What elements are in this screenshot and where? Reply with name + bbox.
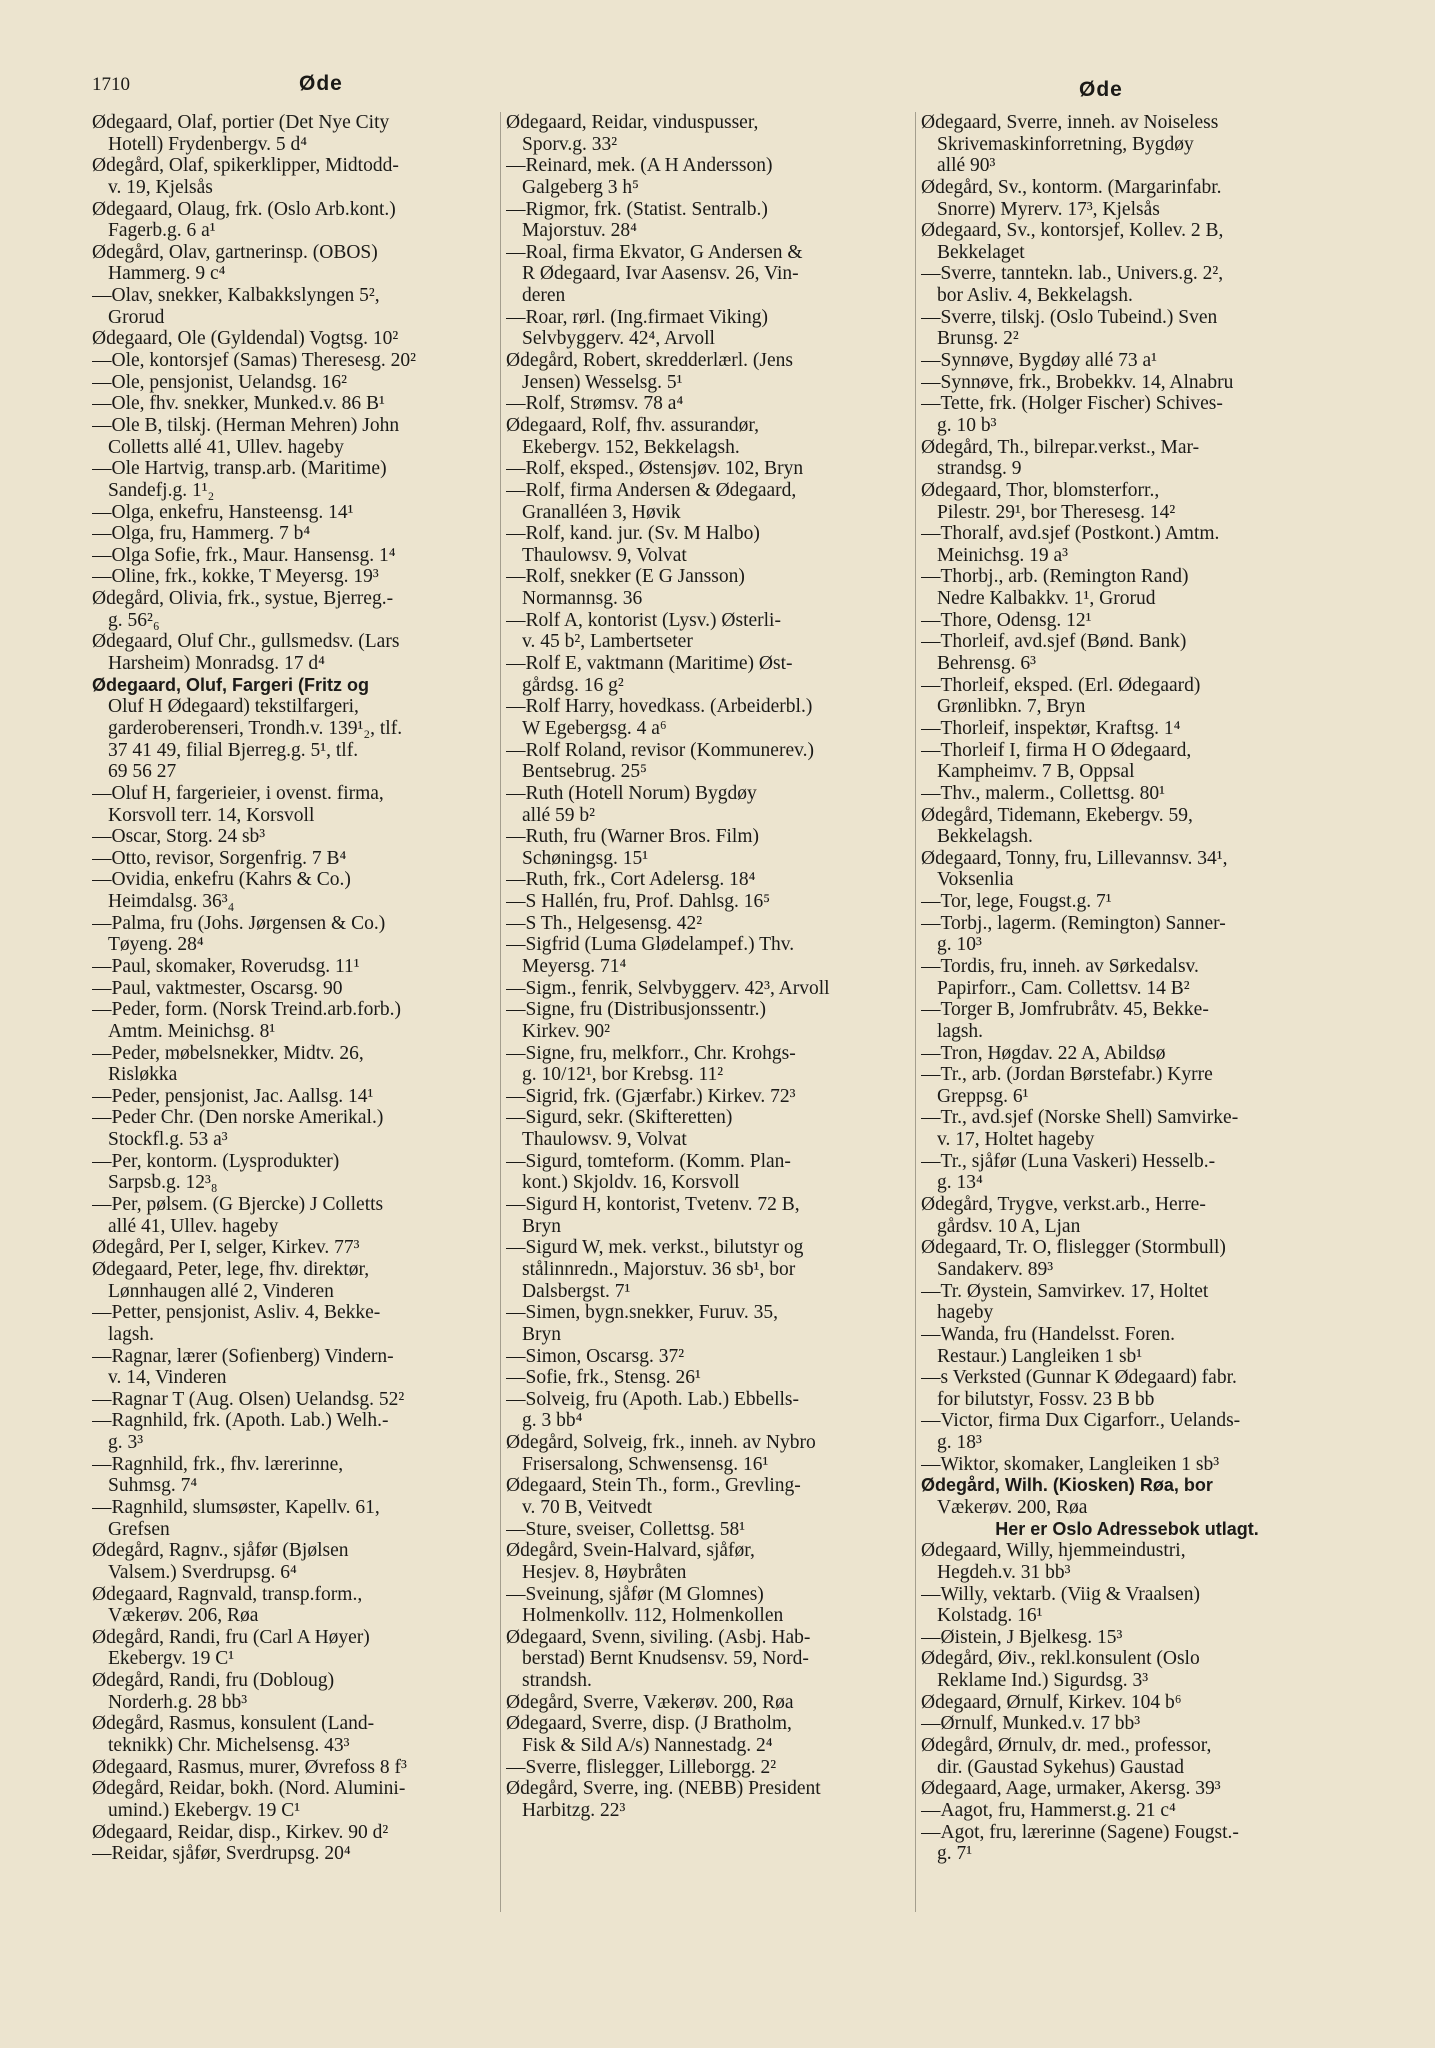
directory-entry-line: Ødegård, Svein-Halvard, sjåfør, bbox=[506, 1540, 755, 1562]
directory-entry-line: Ødegaard, Peter, lege, fhv. direktør, bbox=[92, 1258, 370, 1280]
entry-continuation-line: Grønlibkn. 7, Bryn bbox=[937, 696, 1086, 718]
entry-continuation-line: Fisk & Sild A/s) Nannestadg. 2⁴ bbox=[522, 1735, 773, 1757]
entry-continuation-line: strandsg. 9 bbox=[937, 458, 1022, 480]
directory-entry-line: —Simon, Oscarsg. 37² bbox=[506, 1345, 685, 1367]
entry-continuation-line: R Ødegaard, Ivar Aasensv. 26, Vin- bbox=[522, 263, 799, 285]
directory-entry-line: Ødegård, Reidar, bokh. (Nord. Alumini- bbox=[92, 1778, 406, 1800]
directory-entry-line: Ødegaard, Svenn, siviling. (Asbj. Hab- bbox=[506, 1626, 811, 1648]
directory-entry-line: —Reidar, sjåfør, Sverdrupsg. 20⁴ bbox=[92, 1843, 351, 1865]
directory-entry-line: —Ruth, fru (Warner Bros. Film) bbox=[506, 826, 759, 848]
directory-entry-line: —Peder Chr. (Den norske Amerikal.) bbox=[92, 1107, 384, 1129]
entry-continuation-line: Kampheimv. 7 B, Oppsal bbox=[937, 761, 1135, 783]
directory-entry-line: —Tr., sjåfør (Luna Vaskeri) Hesselb.- bbox=[921, 1150, 1216, 1172]
entry-continuation-line: g. 13⁴ bbox=[937, 1172, 983, 1194]
directory-entry-line: —Sigfrid (Luma Glødelampef.) Thv. bbox=[506, 934, 795, 956]
entry-continuation-line: Meinichsg. 19 a³ bbox=[937, 544, 1068, 566]
directory-entry-line: —Paul, vaktmester, Oscarsg. 90 bbox=[92, 977, 343, 999]
directory-entry-line: —Tr., arb. (Jordan Børstefabr.) Kyrre bbox=[921, 1064, 1213, 1086]
entry-continuation-line: Greppsg. 6¹ bbox=[937, 1085, 1029, 1107]
entry-continuation-line: Hegdeh.v. 31 bb³ bbox=[937, 1561, 1071, 1583]
entry-continuation-line: Granalléen 3, Høvik bbox=[522, 501, 681, 523]
directory-entry-line: —Sigurd H, kontorist, Tvetenv. 72 B, bbox=[506, 1194, 800, 1216]
directory-entry-line: Ødegård, Per I, selger, Kirkev. 77³ bbox=[92, 1237, 360, 1259]
entry-continuation-line: Restaur.) Langleiken 1 sb¹ bbox=[937, 1345, 1143, 1367]
directory-entry-line: —Thore, Odensg. 12¹ bbox=[921, 609, 1092, 631]
directory-entry-line: Ødegaard, Ole (Gyldendal) Vogtsg. 10² bbox=[92, 328, 399, 350]
directory-entry-line: —Øistein, J Bjelkesg. 15³ bbox=[921, 1626, 1123, 1648]
directory-entry-line: —Per, kontorm. (Lysprodukter) bbox=[92, 1150, 340, 1172]
entry-continuation-line: Sandakerv. 89³ bbox=[937, 1258, 1054, 1280]
directory-entry-line: —Torger B, Jomfrubråtv. 45, Bekke- bbox=[921, 999, 1209, 1021]
directory-entry-line: —Ragnhild, frk. (Apoth. Lab.) Welh.- bbox=[92, 1410, 389, 1432]
directory-entry-line: —Wanda, fru (Handelsst. Foren. bbox=[921, 1323, 1176, 1345]
directory-entry-line: —Simen, bygn.snekker, Furuv. 35, bbox=[506, 1302, 779, 1324]
entry-continuation-line: umind.) Ekebergv. 19 C¹ bbox=[108, 1799, 301, 1821]
directory-entry-line: —Thorleif, inspektør, Kraftsg. 1⁴ bbox=[921, 717, 1181, 739]
directory-entry-line: —Sverre, tanntekn. lab., Univers.g. 2², bbox=[921, 263, 1224, 285]
directory-entry-line: Ødegård, Olaf, spikerklipper, Midtodd- bbox=[92, 155, 399, 177]
entry-continuation-line: teknikk) Chr. Michelsensg. 43³ bbox=[108, 1735, 350, 1757]
directory-entry-line: —Roar, rørl. (Ing.firmaet Viking) bbox=[506, 306, 768, 328]
directory-entry-line: —Tette, frk. (Holger Fischer) Schives- bbox=[921, 393, 1223, 415]
entry-continuation-line: Harsheim) Monradsg. 17 d⁴ bbox=[108, 653, 325, 675]
directory-entry-line: —Oline, frk., kokke, T Meyersg. 19³ bbox=[92, 566, 379, 588]
directory-entry-line: Ødegård, Olav, gartnerinsp. (OBOS) bbox=[92, 241, 378, 263]
directory-entry-line: —Peder, pensjonist, Jac. Aallsg. 14¹ bbox=[92, 1085, 374, 1107]
directory-entry-line: Ødegård, Olivia, frk., systue, Bjerreg.- bbox=[92, 588, 394, 610]
entry-continuation-line: stålinnredn., Majorstuv. 36 sb¹, bor bbox=[522, 1258, 796, 1280]
entry-continuation-line: Snorre) Myrerv. 17³, Kjelsås bbox=[937, 198, 1160, 220]
directory-entry-line: —Tordis, fru, inneh. av Sørkedalsv. bbox=[921, 955, 1199, 977]
entry-continuation-line: v. 70 B, Veitvedt bbox=[522, 1497, 652, 1518]
directory-entry-line: —Synnøve, frk., Brobekkv. 14, Alnabru bbox=[921, 371, 1234, 393]
entry-continuation-line: bor Asliv. 4, Bekkelagsh. bbox=[937, 285, 1133, 307]
directory-entry-line: —Thorleif, avd.sjef (Bønd. Bank) bbox=[921, 631, 1187, 653]
directory-entry-line: —Signe, fru, melkforr., Chr. Krohgs- bbox=[506, 1042, 796, 1064]
directory-entry-line: —Sigm., fenrik, Selvbyggerv. 42³, Arvoll bbox=[506, 977, 830, 999]
directory-entry-line: —Olav, snekker, Kalbakkslyngen 5², bbox=[92, 285, 380, 307]
directory-entry-line: Ødegaard, Thor, blomsterforr., bbox=[921, 479, 1160, 501]
entry-continuation-line: allé 90³ bbox=[937, 155, 996, 177]
directory-entry-line: —Ragnar T (Aug. Olsen) Uelandsg. 52² bbox=[92, 1388, 405, 1410]
column-3 bbox=[921, 112, 1333, 1865]
directory-entry-line: —Ragnhild, slumsøster, Kapellv. 61, bbox=[92, 1497, 380, 1518]
column-1 bbox=[92, 112, 504, 1865]
directory-entry-line: —Peder, form. (Norsk Treind.arb.forb.) bbox=[92, 999, 402, 1021]
directory-entry-line: —Ørnulf, Munked.v. 17 bb³ bbox=[921, 1713, 1141, 1735]
entry-continuation-line: Schøningsg. 15¹ bbox=[522, 847, 649, 869]
directory-entry-line: —Paul, skomaker, Roverudsg. 11¹ bbox=[92, 955, 360, 977]
directory-entry-line: Ødegaard, Oluf, Fargeri (Fritz og bbox=[92, 674, 370, 695]
entry-continuation-line: Grorud bbox=[108, 306, 165, 328]
directory-entry-line: —Synnøve, Bygdøy allé 73 a¹ bbox=[921, 350, 1158, 372]
entry-continuation-line: Bryn bbox=[522, 1215, 561, 1237]
directory-entry-line: —Rolf A, kontorist (Lysv.) Østerli- bbox=[506, 609, 781, 631]
directory-entry-line: —Ole, fhv. snekker, Munked.v. 86 B¹ bbox=[92, 393, 385, 415]
directory-entry-line: —Thv., malerm., Collettsg. 80¹ bbox=[921, 782, 1165, 804]
directory-entry-line: —Sveinung, sjåfør (M Glomnes) bbox=[506, 1583, 764, 1605]
directory-entry-line: —Ole Hartvig, transp.arb. (Maritime) bbox=[92, 458, 387, 480]
directory-entry-line: Her er Oslo Adressebok utlagt. bbox=[995, 1518, 1259, 1539]
directory-entry-line: —Rolf, Strømsv. 78 a⁴ bbox=[506, 393, 684, 415]
directory-entry-line: Ødegård, Ørnulv, dr. med., professor, bbox=[921, 1735, 1212, 1757]
entry-continuation-line: Grefsen bbox=[108, 1518, 170, 1540]
entry-continuation-line: Hotell) Frydenbergv. 5 d⁴ bbox=[108, 133, 308, 155]
directory-entry-line: —Olga Sofie, frk., Maur. Hansensg. 1⁴ bbox=[92, 544, 396, 566]
directory-entry-line: Ødegaard, Sverre, disp. (J Bratholm, bbox=[506, 1713, 792, 1735]
directory-entry-line: Ødegård, Randi, fru (Carl A Høyer) bbox=[92, 1626, 370, 1648]
directory-entry-line: Ødegaard, Sv., kontorsjef, Kollev. 2 B, bbox=[921, 220, 1224, 242]
directory-entry-line: —Ragnhild, frk., fhv. lærerinne, bbox=[92, 1453, 344, 1475]
entry-continuation-line: Pilestr. 29¹, bor Theresesg. 14² bbox=[937, 501, 1176, 523]
entry-continuation-line: v. 14, Vinderen bbox=[108, 1367, 227, 1389]
entry-continuation-line: deren bbox=[522, 285, 566, 307]
entry-continuation-line: Selvbyggerv. 42⁴, Arvoll bbox=[522, 328, 715, 350]
entry-continuation-line: Jensen) Wesselsg. 5¹ bbox=[522, 371, 683, 393]
directory-entry-line: —Sofie, frk., Stensg. 26¹ bbox=[506, 1367, 701, 1389]
directory-entry-line: Ødegård, Sv., kontorm. (Margarinfabr. bbox=[921, 176, 1222, 198]
directory-entry-line: Ødegaard, Willy, hjemmeindustri, bbox=[921, 1540, 1186, 1562]
directory-entry-line: —Agot, fru, lærerinne (Sagene) Fougst.- bbox=[921, 1821, 1239, 1843]
entry-continuation-line: Bryn bbox=[522, 1323, 561, 1345]
entry-continuation-line: g. 3³ bbox=[108, 1432, 144, 1454]
directory-entry-line: —Roal, firma Ekvator, G Andersen & bbox=[506, 241, 803, 263]
directory-entry-line: Ødegård, Rasmus, konsulent (Land- bbox=[92, 1713, 375, 1735]
running-head-right: Øde bbox=[1079, 78, 1123, 101]
entry-continuation-line: Meyersg. 71⁴ bbox=[522, 955, 627, 977]
entry-continuation-line: g. 10 b³ bbox=[937, 414, 997, 436]
entry-continuation-line: Fagerb.g. 6 a¹ bbox=[108, 220, 216, 242]
entry-continuation-line: for bilutstyr, Fossv. 23 B bb bbox=[937, 1388, 1155, 1410]
column-2 bbox=[506, 112, 918, 1822]
directory-entry-line: Ødegaard, Tr. O, flislegger (Stormbull) bbox=[921, 1237, 1226, 1259]
directory-entry-line: Ødegård, Th., bilrepar.verkst., Mar- bbox=[921, 436, 1200, 458]
page-number: 1710 bbox=[92, 74, 130, 95]
directory-entry-line: —Olga, enkefru, Hansteensg. 14¹ bbox=[92, 501, 354, 523]
directory-entry-line: —Sigrid, frk. (Gjærfabr.) Kirkev. 72³ bbox=[506, 1085, 796, 1107]
directory-entry-line: —Thorleif, eksped. (Erl. Ødegaard) bbox=[921, 674, 1201, 696]
directory-entry-line: Ødegård, Robert, skredderlærl. (Jens bbox=[506, 350, 794, 372]
directory-entry-line: Ødegård, Sverre, ing. (NEBB) President bbox=[506, 1778, 821, 1800]
directory-entry-line: —Sigurd W, mek. verkst., bilutstyr og bbox=[506, 1237, 804, 1259]
entry-continuation-line: Majorstuv. 28⁴ bbox=[522, 220, 637, 242]
entry-continuation-line: Bentsebrug. 25⁵ bbox=[522, 761, 647, 783]
entry-continuation-line: dir. (Gaustad Sykehus) Gaustad bbox=[937, 1756, 1184, 1778]
directory-entry-line: —Victor, firma Dux Cigarforr., Uelands- bbox=[921, 1410, 1241, 1432]
entry-continuation-line: Reklame Ind.) Sigurdsg. 3³ bbox=[937, 1670, 1149, 1692]
entry-continuation-line: Papirforr., Cam. Collettsv. 14 B² bbox=[937, 977, 1190, 999]
entry-continuation-line: berstad) Bernt Knudsensv. 59, Nord- bbox=[522, 1648, 809, 1670]
directory-entry-line: —Ole, kontorsjef (Samas) Theresesg. 20² bbox=[92, 350, 416, 372]
entry-continuation-line: Kolstadg. 16¹ bbox=[937, 1605, 1043, 1627]
page-header bbox=[92, 66, 1365, 100]
directory-entry-line: Ødegaard, Tonny, fru, Lillevannsv. 34¹, bbox=[921, 847, 1228, 869]
entry-continuation-line: Voksenlia bbox=[937, 869, 1014, 891]
directory-entry-line: —Thorleif I, firma H O Ødegaard, bbox=[921, 739, 1192, 761]
entry-continuation-line: Brunsg. 2² bbox=[937, 328, 1019, 350]
entry-continuation-line: Behrensg. 6³ bbox=[937, 653, 1036, 675]
column-rule bbox=[500, 112, 501, 1912]
entry-continuation-line: Galgeberg 3 h⁵ bbox=[522, 176, 639, 198]
entry-continuation-line: Normannsg. 36 bbox=[522, 588, 643, 610]
entry-continuation-line: Bekkelagsh. bbox=[937, 826, 1033, 848]
directory-entry-line: Ødegård, Øiv., rekl.konsulent (Oslo bbox=[921, 1648, 1200, 1670]
entry-continuation-line: Bekkelaget bbox=[937, 241, 1025, 263]
directory-entry-line: —Tr. Øystein, Samvirkev. 17, Holtet bbox=[921, 1280, 1209, 1302]
directory-entry-line: —Solveig, fru (Apoth. Lab.) Ebbells- bbox=[506, 1388, 799, 1410]
directory-entry-line: —Aagot, fru, Hammerst.g. 21 c⁴ bbox=[921, 1799, 1176, 1821]
directory-entry-line: Ødegård, Sverre, Vækerøv. 200, Røa bbox=[506, 1691, 794, 1713]
directory-entry-line: —Olga, fru, Hammerg. 7 b⁴ bbox=[92, 523, 311, 545]
directory-entry-line: —Tor, lege, Fougst.g. 7¹ bbox=[921, 891, 1112, 913]
entry-continuation-line: 69 56 27 bbox=[108, 761, 177, 783]
entry-continuation-line: allé 41, Ullev. hageby bbox=[108, 1215, 279, 1237]
entry-continuation-line: Ekebergv. 152, Bekkelagsh. bbox=[522, 436, 740, 458]
entry-continuation-line: v. 45 b², Lambertseter bbox=[522, 631, 693, 653]
entry-continuation-line: Thaulowsv. 9, Volvat bbox=[522, 1129, 687, 1151]
directory-entry-line: —Rolf, firma Andersen & Ødegaard, bbox=[506, 479, 797, 501]
directory-entry-line: Ødegaard, Ørnulf, Kirkev. 104 b⁶ bbox=[921, 1691, 1182, 1713]
entry-continuation-line: Lønnhaugen allé 2, Vinderen bbox=[108, 1280, 334, 1302]
directory-entry-line: —Rolf Harry, hovedkass. (Arbeiderbl.) bbox=[506, 696, 813, 718]
directory-entry-line: Ødegård, Randi, fru (Dobloug) bbox=[92, 1670, 335, 1692]
directory-entry-line: —Sigurd, sekr. (Skifteretten) bbox=[506, 1107, 733, 1129]
directory-entry-line: Ødegaard, Rolf, fhv. assurandør, bbox=[506, 414, 760, 436]
directory-entry-line: —Rolf Roland, revisor (Kommunerev.) bbox=[506, 739, 814, 761]
entry-continuation-line: lagsh. bbox=[108, 1323, 155, 1345]
directory-entry-line: Ødegård, Ragnv., sjåfør (Bjølsen bbox=[92, 1540, 349, 1562]
running-head-left: Øde bbox=[299, 72, 343, 95]
directory-entry-line: Ødegård, Trygve, verkst.arb., Herre- bbox=[921, 1194, 1206, 1216]
directory-entry-line: —Sture, sveiser, Collettsg. 58¹ bbox=[506, 1518, 746, 1540]
directory-entry-line: —Per, pølsem. (G Bjercke) J Colletts bbox=[92, 1194, 384, 1216]
directory-entry-line: —Torbj., lagerm. (Remington) Sanner- bbox=[921, 912, 1226, 934]
directory-entry-line: Ødegård, Tidemann, Ekebergv. 59, bbox=[921, 804, 1193, 826]
entry-continuation-line: Stockfl.g. 53 a³ bbox=[108, 1129, 228, 1151]
entry-continuation-line: Harbitzg. 22³ bbox=[522, 1799, 626, 1821]
entry-continuation-line: Nedre Kalbakkv. 1¹, Grorud bbox=[937, 588, 1156, 610]
directory-entry-line: —Rolf, eksped., Østensjøv. 102, Bryn bbox=[506, 458, 804, 480]
directory-entry-line: —Sigurd, tomteform. (Komm. Plan- bbox=[506, 1150, 791, 1172]
entry-continuation-line: Oluf H Ødegaard) tekstilfargeri, bbox=[108, 696, 359, 718]
entry-continuation-line: g. 7¹ bbox=[937, 1843, 973, 1865]
entry-continuation-line: hageby bbox=[937, 1302, 994, 1324]
directory-entry-line: —Oluf H, fargerieier, i ovenst. firma, bbox=[92, 782, 384, 804]
entry-continuation-line: g. 10/12¹, bor Krebsg. 11² bbox=[522, 1064, 724, 1086]
entry-continuation-line: gårdsv. 10 A, Ljan bbox=[937, 1215, 1081, 1237]
entry-continuation-line: strandsh. bbox=[522, 1670, 592, 1692]
directory-entry-line: —Rolf, snekker (E G Jansson) bbox=[506, 566, 745, 588]
directory-entry-line: —S Hallén, fru, Prof. Dahlsg. 16⁵ bbox=[506, 891, 771, 913]
entry-continuation-line: Korsvoll terr. 14, Korsvoll bbox=[108, 804, 315, 826]
directory-entry-line: —Rolf, kand. jur. (Sv. M Halbo) bbox=[506, 523, 760, 545]
entry-continuation-line: Dalsbergst. 7¹ bbox=[522, 1280, 631, 1302]
directory-entry-line: Ødegård, Solveig, frk., inneh. av Nybro bbox=[506, 1432, 816, 1454]
entry-continuation-line: Risløkka bbox=[108, 1064, 178, 1086]
entry-continuation-line: v. 17, Holtet hageby bbox=[937, 1129, 1095, 1151]
directory-entry-line: —Tron, Høgdav. 22 A, Abildsø bbox=[921, 1042, 1166, 1064]
entry-continuation-line: lagsh. bbox=[937, 1020, 984, 1042]
entry-continuation-line: v. 19, Kjelsås bbox=[108, 176, 213, 198]
directory-entry-line: —Ole B, tilskj. (Herman Mehren) John bbox=[92, 414, 400, 436]
directory-entry-line: —Ruth, frk., Cort Adelersg. 18⁴ bbox=[506, 869, 756, 891]
directory-entry-line: —Tr., avd.sjef (Norske Shell) Samvirke- bbox=[921, 1107, 1239, 1129]
directory-entry-line: —Thorbj., arb. (Remington Rand) bbox=[921, 566, 1189, 588]
entry-continuation-line: Sarpsb.g. 12³₈ bbox=[108, 1172, 218, 1194]
entry-continuation-line: Hammerg. 9 c⁴ bbox=[108, 263, 226, 285]
directory-entry-line: Ødegaard, Aage, urmaker, Akersg. 39³ bbox=[921, 1778, 1221, 1800]
directory-entry-line: —Reinard, mek. (A H Andersson) bbox=[506, 155, 773, 177]
directory-entry-line: —Otto, revisor, Sorgenfrig. 7 B⁴ bbox=[92, 847, 347, 869]
directory-entry-line: —S Th., Helgesensg. 42² bbox=[506, 912, 703, 934]
entry-continuation-line: gårdsg. 16 g² bbox=[522, 674, 624, 696]
entry-continuation-line: Vækerøv. 206, Røa bbox=[108, 1605, 259, 1627]
entry-continuation-line: garderoberenseri, Trondh.v. 139¹₂, tlf. bbox=[108, 717, 403, 739]
directory-entry-line: Ødegaard, Olaug, frk. (Oslo Arb.kont.) bbox=[92, 198, 396, 220]
entry-continuation-line: g. 56²₆ bbox=[108, 609, 160, 631]
directory-entry-line: —Signe, fru (Distribusjonssentr.) bbox=[506, 999, 766, 1021]
directory-entry-line: —Willy, vektarb. (Viig & Vraalsen) bbox=[921, 1583, 1201, 1605]
entry-continuation-line: g. 3 bb⁴ bbox=[522, 1410, 583, 1432]
entry-continuation-line: Frisersalong, Schwensensg. 16¹ bbox=[522, 1453, 769, 1475]
directory-entry-line: Ødegaard, Rasmus, murer, Øvrefoss 8 f³ bbox=[92, 1756, 407, 1778]
directory-entry-line: Ødegaard, Stein Th., form., Grevling- bbox=[506, 1475, 801, 1497]
directory-entry-line: —Ruth (Hotell Norum) Bygdøy bbox=[506, 782, 757, 804]
entry-continuation-line: kont.) Skjoldv. 16, Korsvoll bbox=[522, 1172, 740, 1194]
entry-continuation-line: Norderh.g. 28 bb³ bbox=[108, 1691, 248, 1713]
entry-continuation-line: g. 10³ bbox=[937, 934, 982, 956]
entry-continuation-line: Holmenkollv. 112, Holmenkollen bbox=[522, 1605, 784, 1627]
directory-entry-line: Ødegaard, Olaf, portier (Det Nye City bbox=[92, 112, 390, 133]
entry-continuation-line: Thaulowsv. 9, Volvat bbox=[522, 544, 687, 566]
directory-entry-line: —Palma, fru (Johs. Jørgensen & Co.) bbox=[92, 912, 386, 934]
directory-entry-line: Ødegaard, Ragnvald, transp.form., bbox=[92, 1583, 363, 1605]
entry-continuation-line: Hesjev. 8, Høybråten bbox=[522, 1561, 687, 1583]
directory-entry-line: —Sverre, tilskj. (Oslo Tubeind.) Sven bbox=[921, 306, 1218, 328]
directory-entry-line: Ødegaard, Oluf Chr., gullsmedsv. (Lars bbox=[92, 631, 400, 653]
directory-entry-line: —Thoralf, avd.sjef (Postkont.) Amtm. bbox=[921, 523, 1220, 545]
directory-entry-line: —Ragnar, lærer (Sofienberg) Vindern- bbox=[92, 1345, 394, 1367]
entry-continuation-line: Colletts allé 41, Ullev. hageby bbox=[108, 436, 344, 458]
directory-entry-line: —Peder, møbelsnekker, Midtv. 26, bbox=[92, 1042, 364, 1064]
directory-entry-line: Ødegård, Wilh. (Kiosken) Røa, bor bbox=[921, 1475, 1213, 1496]
column-rule bbox=[915, 112, 916, 1912]
directory-entry-line: —Petter, pensjonist, Asliv. 4, Bekke- bbox=[92, 1302, 381, 1324]
entry-continuation-line: Sporv.g. 33² bbox=[522, 133, 618, 155]
entry-continuation-line: Sandefj.g. 1¹₂ bbox=[108, 479, 215, 501]
entry-continuation-line: Ekebergv. 19 C¹ bbox=[108, 1648, 235, 1670]
entry-continuation-line: Skrivemaskinforretning, Bygdøy bbox=[937, 133, 1194, 155]
entry-continuation-line: Suhmsg. 7⁴ bbox=[108, 1475, 198, 1497]
entry-continuation-line: Amtm. Meinichsg. 8¹ bbox=[108, 1020, 276, 1042]
entry-continuation-line: Vækerøv. 200, Røa bbox=[937, 1497, 1088, 1518]
entry-continuation-line: W Egebergsg. 4 a⁶ bbox=[522, 717, 667, 739]
directory-entry-line: —Oscar, Storg. 24 sb³ bbox=[92, 826, 266, 848]
directory-entry-line: —Rigmor, frk. (Statist. Sentralb.) bbox=[506, 198, 768, 220]
directory-entry-line: Ødegaard, Sverre, inneh. av Noiseless bbox=[921, 112, 1219, 133]
entry-continuation-line: Kirkev. 90² bbox=[522, 1020, 610, 1042]
directory-entry-line: —s Verksted (Gunnar K Ødegaard) fabr. bbox=[921, 1367, 1237, 1389]
entry-continuation-line: Valsem.) Sverdrupsg. 6⁴ bbox=[108, 1561, 297, 1583]
directory-entry-line: Ødegaard, Reidar, vinduspusser, bbox=[506, 112, 759, 133]
directory-entry-line: —Wiktor, skomaker, Langleiken 1 sb³ bbox=[921, 1453, 1220, 1475]
directory-entry-line: —Ovidia, enkefru (Kahrs & Co.) bbox=[92, 869, 351, 891]
directory-entry-line: —Sverre, flislegger, Lilleborgg. 2² bbox=[506, 1756, 777, 1778]
entry-continuation-line: 37 41 49, filial Bjerreg.g. 5¹, tlf. bbox=[108, 739, 359, 761]
directory-entry-line: —Ole, pensjonist, Uelandsg. 16² bbox=[92, 371, 347, 393]
entry-continuation-line: g. 18³ bbox=[937, 1432, 982, 1454]
entry-continuation-line: Tøyeng. 28⁴ bbox=[108, 934, 204, 956]
directory-entry-line: —Rolf E, vaktmann (Maritime) Øst- bbox=[506, 653, 793, 675]
entry-continuation-line: Heimdalsg. 36³₄ bbox=[108, 891, 235, 913]
entry-continuation-line: allé 59 b² bbox=[522, 804, 595, 826]
directory-entry-line: Ødegaard, Reidar, disp., Kirkev. 90 d² bbox=[92, 1821, 389, 1843]
